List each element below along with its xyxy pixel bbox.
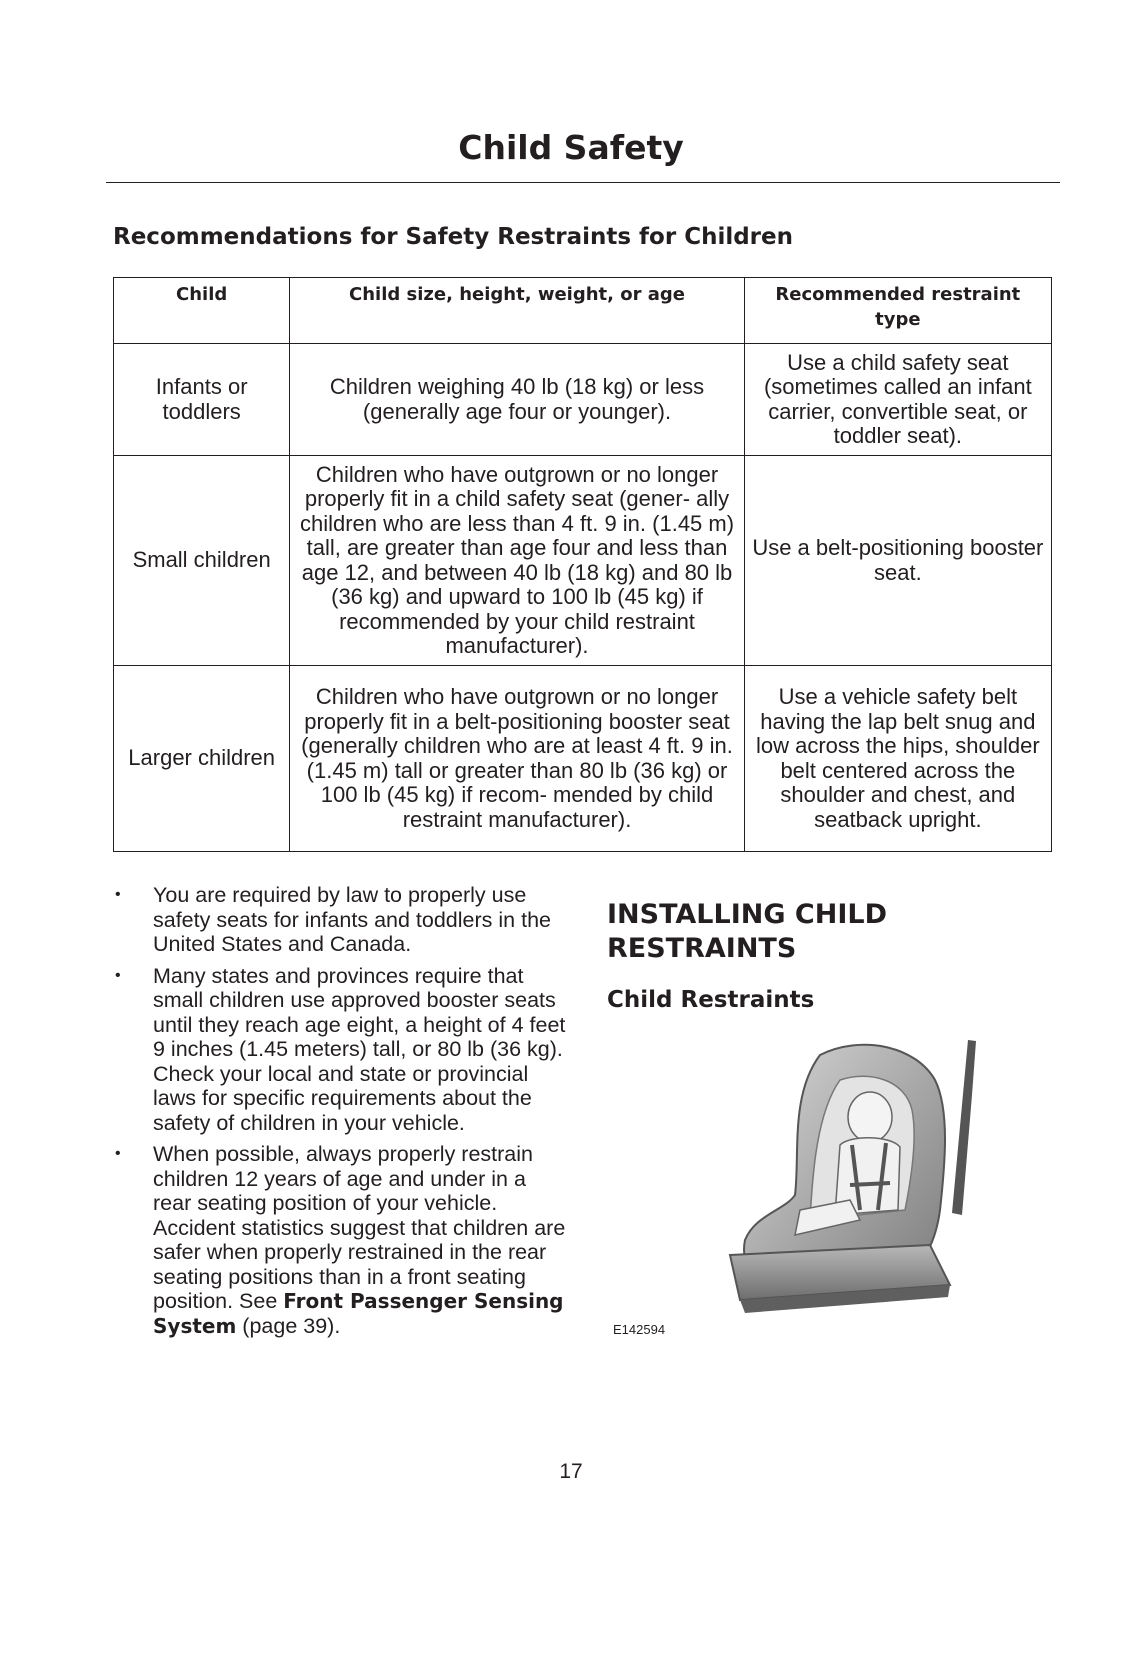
table-row bbox=[114, 666, 1052, 852]
column-header-child: Child bbox=[114, 278, 290, 344]
child-safety-seat-illustration bbox=[700, 1035, 990, 1325]
installing-child-restraints-heading bbox=[607, 898, 887, 966]
table-row bbox=[114, 456, 1052, 666]
table-header-row bbox=[114, 278, 1052, 344]
heading-line-2: RESTRAINTS bbox=[607, 933, 797, 964]
bullet-text: When possible, always properly restrain children 12 years of age and under in a rear seating position of your vehicle. Accident statistics suggest that children are safer when properly restrained in the rear seating positions than in a front seating position. See bbox=[153, 1142, 566, 1313]
column-header-restraint-type: Recommended restraint type bbox=[744, 278, 1051, 344]
table-cell-restraint: Use a belt-positioning booster seat. bbox=[744, 456, 1051, 666]
table-cell-child: Small children bbox=[114, 456, 290, 666]
vehicle-belt-strap bbox=[952, 1040, 976, 1215]
bullet-marker: • bbox=[115, 966, 121, 984]
page-title: Child Safety bbox=[458, 128, 684, 167]
page-reference: (page 39). bbox=[242, 1313, 341, 1338]
list-item bbox=[113, 883, 569, 957]
restraint-recommendations-table bbox=[113, 277, 1052, 852]
child-restraints-subheading: Child Restraints bbox=[607, 987, 815, 1013]
table-cell-restraint: Use a child safety seat (sometimes called an infant carrier, convertible seat, or toddler seat). bbox=[744, 344, 1051, 456]
table-cell-size: Children who have outgrown or no longer properly fit in a belt-positioning booster seat (generally children who are at least 4 ft. 9 in. (1.45 m) tall or greater than 80 lb (36 kg) or 100 lb (45 kg) if recom- mended by child restraint manufacturer). bbox=[290, 666, 744, 852]
table-cell-child: Larger children bbox=[114, 666, 290, 852]
title-divider bbox=[106, 182, 1060, 183]
column-header-size: Child size, height, weight, or age bbox=[290, 278, 744, 344]
page-number: 17 bbox=[559, 1460, 583, 1483]
bullet-text: You are required by law to properly use safety seats for infants and toddlers in the United States and Canada. bbox=[153, 883, 551, 956]
table-cell-size: Children who have outgrown or no longer properly fit in a child safety seat (gener- ally children who are less than 4 ft. 9 in. (1.45 m) tall, are greater than age four and less than age 12, and between 40 lb (18 kg) and 80 lb (36 kg) and upward to 100 lb (45 kg) if recommended by your child restraint manufacturer). bbox=[290, 456, 744, 666]
safety-bullet-list bbox=[113, 883, 569, 1345]
front-passenger-sensing-link[interactable]: Front Passenger Sensing System bbox=[153, 1289, 564, 1338]
bullet-text: Many states and provinces require that small children use approved booster seats until they reach age eight, a height of 4 feet 9 inches (1.45 meters) tall, or 80 lb (36 kg). Check your local and state or provincial laws for specific requirements about the safety of children in your vehicle. bbox=[153, 963, 566, 1135]
table-cell-child: Infants or toddlers bbox=[114, 344, 290, 456]
child-head bbox=[848, 1092, 892, 1142]
section-heading: Recommendations for Safety Restraints for Children bbox=[113, 224, 793, 250]
heading-line-1: INSTALLING CHILD bbox=[607, 899, 887, 930]
bullet-marker: • bbox=[115, 1145, 121, 1162]
bullet-marker: • bbox=[115, 886, 121, 903]
table-cell-size: Children weighing 40 lb (18 kg) or less (generally age four or younger). bbox=[290, 344, 744, 456]
figure-code: E142594 bbox=[613, 1322, 666, 1337]
table-row bbox=[114, 344, 1052, 456]
table-cell-restraint: Use a vehicle safety belt having the lap belt snug and low across the hips, shoulder belt centered across the shoulder and chest, and seatback upright. bbox=[744, 666, 1051, 852]
list-item bbox=[113, 964, 569, 1136]
list-item bbox=[113, 1142, 569, 1338]
